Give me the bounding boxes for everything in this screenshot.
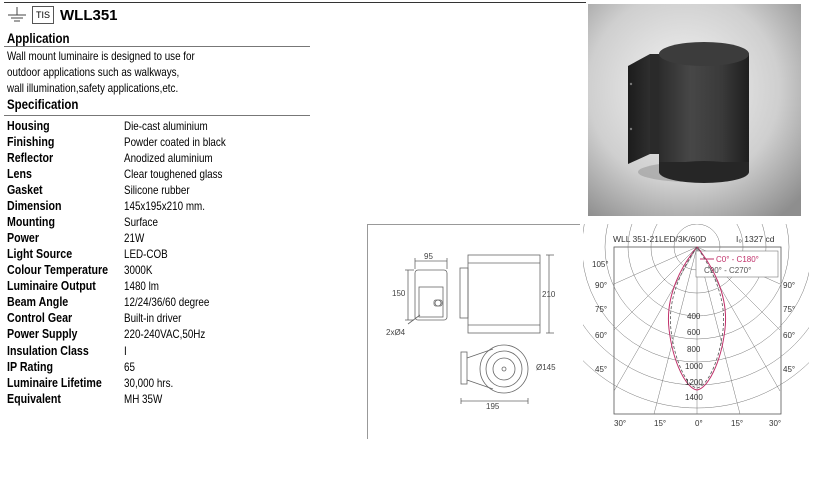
specification-rule [4,115,310,116]
application-rule [4,46,310,47]
legend-c0: C0° - C180° [716,255,759,264]
ring-label: 1200 [685,378,703,387]
angle-label: 30° [614,419,627,428]
dim-diameter: Ø145 [536,363,556,372]
ring-label: 1400 [685,393,703,402]
top-rule [4,2,586,3]
specification-title: Specification [7,96,79,112]
polar-title: WLL 351-21LED/3K/60D [613,234,707,244]
dim-height-back: 150 [392,289,406,298]
polar-diagram [583,224,809,438]
angle-label: 45° [595,365,608,374]
dim-width-top: 95 [424,252,433,261]
angle-label: 30° [769,419,782,428]
angle-label: 45° [783,365,796,374]
ring-label: 1000 [685,362,703,371]
dim-holes: 2xØ4 [386,328,406,337]
tis-mark: TIS [32,6,54,24]
application-title: Application [7,30,70,46]
angle-label: 75° [595,305,608,314]
ground-icon [6,6,28,24]
angle-label: 90° [783,281,796,290]
angle-label: 90° [595,281,608,290]
angle-label: 0° [695,419,703,428]
angle-label: 60° [595,331,608,340]
dim-depth: 195 [486,402,500,411]
ring-label: 400 [687,312,701,321]
angle-label: 15° [654,419,667,428]
polar-peak: I₀ 1327 cd [736,234,775,244]
dimension-drawing [367,224,580,439]
ring-label: 600 [687,328,701,337]
angle-label: 105° [592,260,609,269]
angle-label: 15° [731,419,744,428]
application-description: Wall mount luminaire is designed to use for outdoor applications such as walkways, wall illumination,safety applications,etc. [7,49,195,95]
model-number: WLL351 [60,6,118,24]
angle-label: 75° [783,305,796,314]
legend-c90: C90° - C270° [704,266,752,275]
angle-label: 60° [783,331,796,340]
ring-label: 800 [687,345,701,354]
product-photo [588,4,801,216]
dim-height: 210 [542,290,556,299]
header [6,4,118,26]
